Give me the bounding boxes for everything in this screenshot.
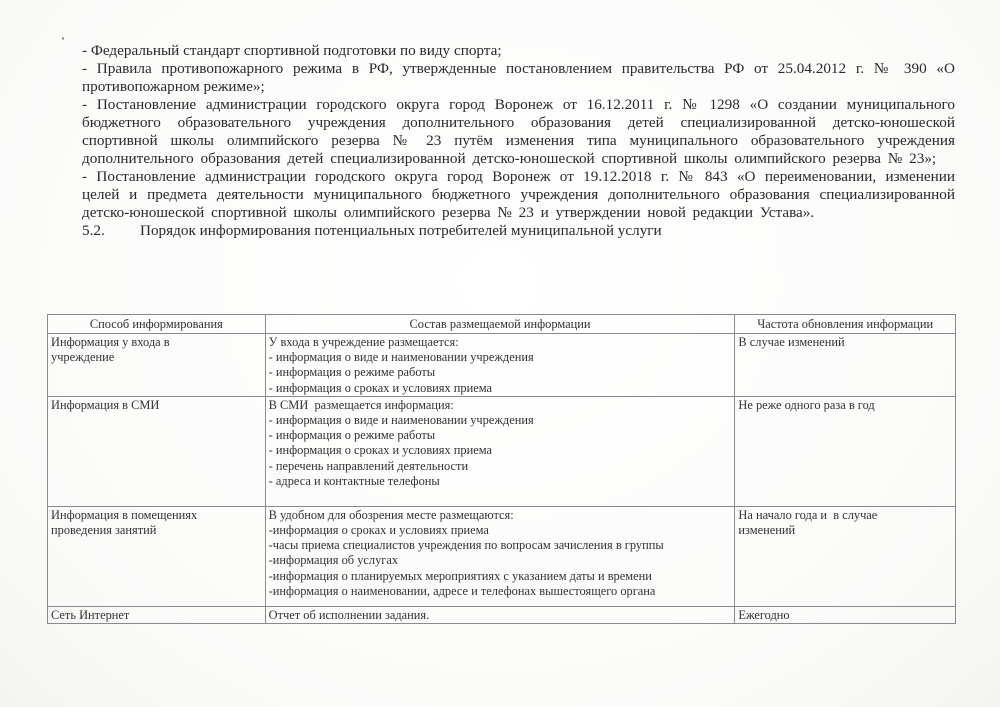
cell-content (265, 506, 735, 606)
section-title: Порядок информирования потенциальных потребителей муниципальной услуги (140, 222, 662, 239)
cell-frequency: Не реже одного раза в год (735, 396, 956, 506)
content-line: В удобном для обозрения месте размещаются: (268, 507, 514, 522)
content-line: - информация о режиме работы (268, 428, 436, 443)
scan-speck (62, 37, 64, 40)
paragraph-federal-standard: - Федеральный стандарт спортивной подготовки по виду спорта; (82, 42, 502, 59)
header-method: Способ информирования (48, 315, 266, 334)
content-line: - информация о сроках и условиях приема (268, 443, 492, 458)
header-frequency: Частота обновления информации (735, 315, 956, 334)
table-row (48, 334, 956, 397)
cell-frequency: В случае изменений (735, 334, 956, 397)
content-line: - адреса и контактные телефоны (268, 473, 440, 488)
section-heading (82, 222, 955, 240)
cell-frequency: На начало года и в случае изменений (735, 506, 956, 606)
content-line: - информация о виде и наименовании учреждения (268, 413, 534, 428)
legal-basis-list (82, 42, 955, 240)
paragraph-decree-843: - Постановление администрации городского округа город Воронеж от 19.12.2018 г. № 843 «О переименовании, изменении целей и предмета деятельности муниципального бюджетного учреждения дополнительного образования специализированной детско-юношеской спортивной школы олимпийского резерва № 23 и утверждении новой редакции Устава». (82, 168, 955, 221)
content-line: Отчет об исполнении задания. (268, 607, 430, 622)
header-content: Состав размещаемой информации (265, 315, 735, 334)
paragraph-decree-1298: - Постановление администрации городского округа город Воронеж от 16.12.2011 г. № 1298 «О создании муниципального бюджетного образовательного учреждения дополнительного образования детей специализированной детско-юношеской спортивной школы олимпийского резерва № 23 путём изменения типа муниципального образовательного учреждения дополнительного образования детей специализированной детско-юношеской спортивной школы олимпийского резерва № 23»; (82, 96, 955, 167)
cell-method: Информация у входа в учреждение (48, 334, 266, 397)
content-line: - информация о режиме работы (268, 365, 436, 380)
content-line: В СМИ размещается информация: (268, 397, 454, 412)
cell-frequency: Ежегодно (735, 606, 956, 623)
content-line: У входа в учреждение размещается: (268, 335, 459, 349)
informing-table (47, 314, 956, 624)
cell-method: Информация в помещениях проведения занятий (48, 506, 266, 606)
table-row (48, 506, 956, 606)
table-row (48, 396, 956, 506)
content-line: -информация о наименовании, адресе и телефонах вышестоящего органа (268, 583, 656, 598)
section-number: 5.2. (82, 222, 105, 239)
cell-method: Информация в СМИ (48, 396, 266, 506)
cell-method: Сеть Интернет (48, 606, 266, 623)
table-row (48, 606, 956, 623)
content-line: - информация о сроках и условиях приема (268, 380, 492, 395)
content-line: -информация об услугах (268, 553, 399, 568)
content-line: -информация о сроках и условиях приема (268, 523, 489, 538)
content-line: - информация о виде и наименовании учреждения (268, 350, 534, 365)
content-line: - перечень направлений деятельности (268, 458, 469, 473)
content-line: -часы приема специалистов учреждения по вопросам зачисления в группы (268, 538, 664, 553)
table-header-row (48, 315, 956, 334)
paragraph-fire-rules: - Правила противопожарного режима в РФ, утвержденные постановлением правительства РФ от 25.04.2012 г. № 390 «О противопожарном режиме»; (82, 60, 955, 95)
cell-content (265, 606, 735, 623)
cell-content (265, 396, 735, 506)
content-line: -информация о планируемых мероприятиях с указанием даты и времени (268, 568, 652, 583)
cell-content (265, 334, 735, 397)
